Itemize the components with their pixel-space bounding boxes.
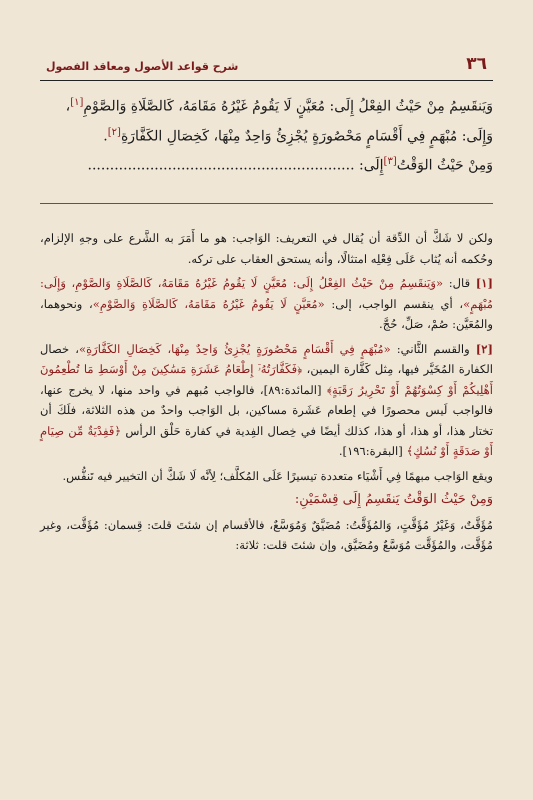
note-1: [١] قال: «وَيَنقَسِمُ مِنْ حَيْثُ الفِعْلُ إِلَى: مُعَيَّنٍ لَا يَقُومُ غَيْرُهُ مَقَامَهُ، كَالصَّلَاةِ وَالصَّوْمِ، وَإِلَى: مُبْهَمٍ»، أي ينقسم الواجب، إلى: «مُعَيَّنٍ لَا يَقُومُ غَيْرُهُ مَقَامَهُ، كَالصَّلَاةِ وَالصَّوْمِ»، ونحوهما، والمُعَيَّن: صُمْ، صَلِّ، حُجَّ. — [40, 276, 494, 331]
commentary-paragraph-1: ولكن لا شَكَّ أن الدِّقة أن يُقال في التعريف: الوَاجب: هو ما أَمَرَ به الشَّرع على وجهِ الإلزام، وحُكمه أنه يُثاب عَلَى فِعْلِه امتثالًا، وأنه يستحق العقاب على تركه. — [40, 231, 493, 266]
section-divider — [40, 203, 493, 204]
verse-reference-2: [البقرة:١٩٦] — [342, 444, 403, 458]
matn-line-1: وَيَنقَسِمُ مِنْ حَيْثُ الفِعْلُ إِلَى: مُعَيَّنٍ لَا يَقُومُ غَيْرُهُ مَقَامَهُ، كَالصَّلَاةِ وَالصَّوْمِ[١]، — [65, 97, 493, 115]
note-1-quote-1: «وَيَنقَسِمُ مِنْ حَيْثُ الفِعْلُ إِلَى: مُعَيَّنٍ لَا يَقُومُ غَيْرُهُ مَقَامَهُ، كَالصَّلَاةِ وَالصَّوْمِ، وَإِلَى: مُبْهَمٍ» — [40, 276, 494, 311]
main-text — [40, 92, 493, 181]
page-header — [40, 54, 493, 81]
note-2: [٢] والقسم الثَّاني: «مُبْهَمٍ فِي أَقْسَامٍ مَحْصُورَةٍ يُجْزِئُ وَاحِدٌ مِنْهَا، كَخِصَالِ الكَفَّارَةِ»، خصال الكفارة المُخَيَّر فيها، مِثل كَفَّارة اليمين، ﴿فَكَفَّارَتُهُۥٓ إِطْعَامُ عَشَرَةِ مَسَٰكِينَ مِنْ أَوْسَطِ مَا تُطْعِمُونَ أَهْلِيكُمْ أَوْ كِسْوَتُهُمْ أَوْ تَحْرِيرُ رَقَبَةٍ﴾ [المائدة:٨٩]، فالواجب مُبهم في واحد منها، لا يخرج عنها، فالواجب لَيس محصورًا في إطعام عَشَرة مساكين، بل الوَاجب واحدٌ من هذه الثلاثة، فلَكَ أن تختار هذا، أو هذا، أو هذا، كذلك أيضًا في خِصال الفِدية في كفارة حَلْق الرأس ﴿فَفِدْيَةٌ مِّن صِيَامٍ أَوْ صَدَقَةٍ أَوْ نُسُكٍ﴾ [البقرة:١٩٦]. — [40, 341, 494, 458]
note-1-quote-2: «مُعَيَّنٍ لَا يَقُومُ غَيْرُهُ مَقَامَهُ، كَالصَّلَاةِ وَالصَّوْمِ» — [92, 296, 325, 311]
quran-verse-2: ﴿فَفِدْيَةٌ مِّن صِيَامٍ أَوْ صَدَقَةٍ أَوْ نُسُكٍ﴾ — [40, 423, 493, 458]
note-2-quote: «مُبْهَمٍ فِي أَقْسَامٍ مَحْصُورَةٍ يُجْزِئُ وَاحِدٌ مِنْهَا، كَخِصَالِ الكَفَّارَةِ» — [78, 341, 391, 356]
commentary-paragraph-4: مُؤَقَّتٌ، وَغَيْرُ مُؤَقَّتٍ، وَالمُؤَقَّتُ: مُضَيَّقٌ وَمُوَسَّعٌ، فالأقسام إن شئتَ قلتَ: قِسمان: مُؤَقَّت، وغير مُؤَقَّت، والمُؤَقَّت مُوَسَّعٌ ومُضَيَّق، وإن شئتَ قلت: ثلاثة: — [40, 517, 493, 552]
matn-line-3: وَمِنْ حَيْثُ الوَقْتُ[٣]إِلَى: ............................................................ — [87, 156, 493, 174]
commentary-paragraph-3: ويقع الوَاجب مبهمًا فِي أَشْيَاء متعددة تيسيرًا عَلَى المُكلَّف؛ لِأنَّه لَا شَكَّ أن التخيير فيه تَنفُّس. — [62, 468, 493, 483]
running-title: شرح قواعد الأصول ومعاقد الفصول — [46, 60, 239, 73]
page-number: ٣٦ — [466, 54, 487, 74]
matn-quote-heading: وَمِنْ حَيْثُ الوَقْتُ يَنقَسِمُ إِلَى قِسْمَيْنِ: — [294, 492, 493, 507]
quran-verse-1: ﴿فَكَفَّارَتُهُۥٓ إِطْعَامُ عَشَرَةِ مَسَٰكِينَ مِنْ أَوْسَطِ مَا تُطْعِمُونَ أَهْلِيكُمْ أَوْ كِسْوَتُهُمْ أَوْ تَحْرِيرُ رَقَبَةٍ﴾ — [40, 362, 493, 397]
note-number-2: [٢] — [475, 341, 494, 356]
footnote-ref-1: [١] — [70, 97, 84, 108]
matn-line-2: وَإِلَى: مُبْهَمٍ فِي أَقْسَامٍ مَحْصُورَةٍ يُجْزِئُ وَاحِدٌ مِنْهَا، كَخِصَالِ الكَفَّارَةِ[٢]. — [103, 126, 493, 145]
note-number-1: [١] — [475, 276, 493, 290]
footnote-ref-2: [٢] — [107, 126, 121, 138]
footnote-ref-3: [٣] — [383, 156, 397, 168]
commentary — [40, 228, 493, 560]
verse-reference-1: [المائدة:٨٩] — [263, 382, 322, 397]
